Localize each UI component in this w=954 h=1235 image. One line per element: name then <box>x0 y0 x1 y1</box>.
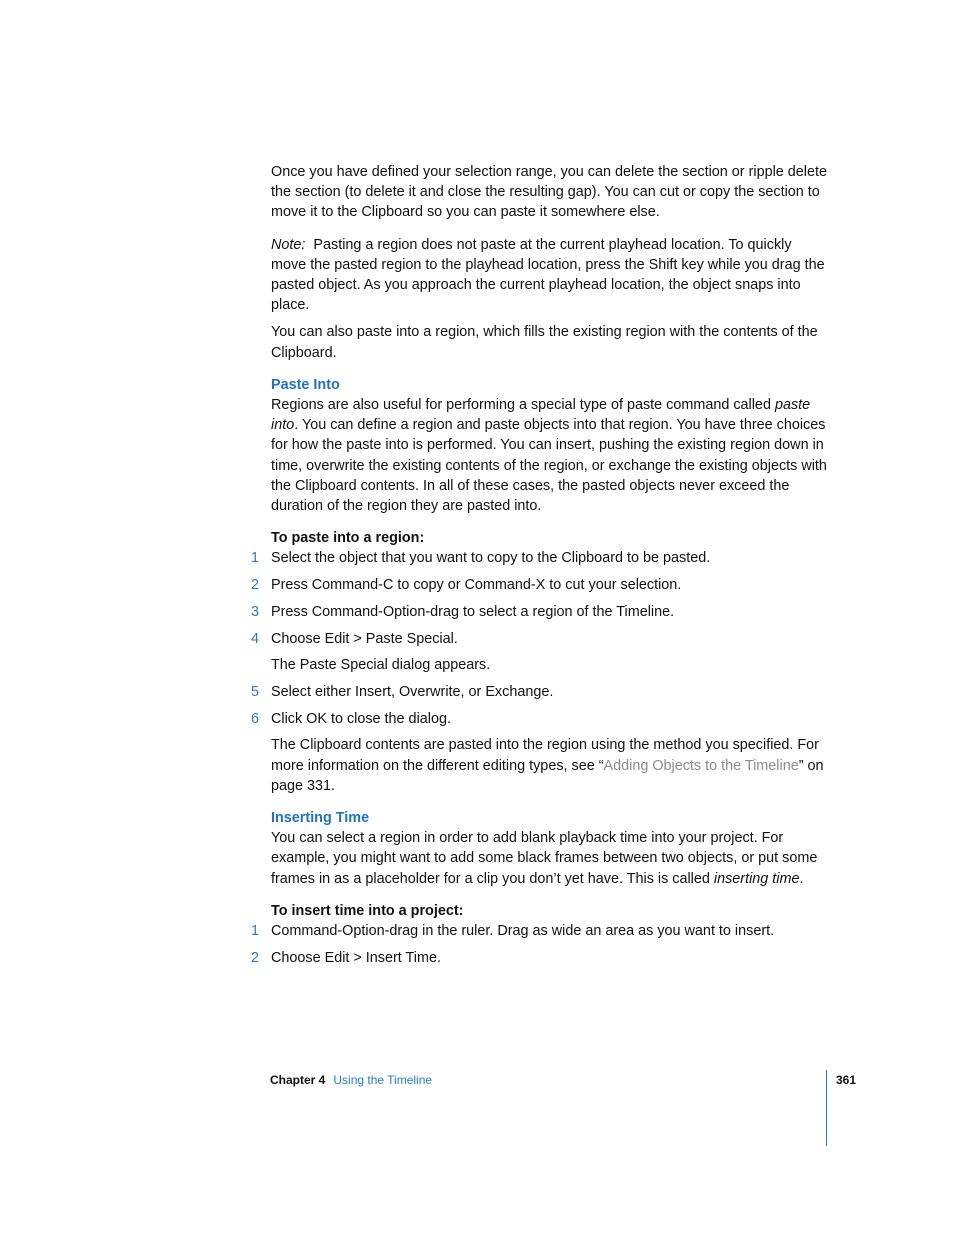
inserting-time-description <box>271 828 827 889</box>
note-text: Pasting a region does not paste at the current playhead location. To quickly move the pasted region to the playhead location, press the Shift key while you drag the pasted object. As you approach the current playhead location, the object snaps into place. <box>271 236 825 314</box>
step-text: Choose Edit > Insert Time. <box>271 949 441 966</box>
paste-step-1 <box>251 548 827 568</box>
inserting-time-term: inserting time <box>713 870 800 887</box>
paste-into-term: paste into <box>271 397 811 434</box>
footer-chapter-title[interactable]: Using the Timeline <box>333 1073 433 1087</box>
page-footer <box>270 1072 432 1088</box>
step-number: 2 <box>251 949 260 966</box>
paste-into-description-end: . You can define a region and paste objects into that region. You have three choices for how the paste into is performed. You can insert, pushing the existing region down in time, overwrite the existing contents of the region, or exchange the existing objects with the Clipboard contents. In all of these cases, the pasted objects never exceed the duration of the region they are pasted into. <box>271 417 827 515</box>
step-text: Command-Option-drag in the ruler. Drag as wide an area as you want to insert. <box>271 923 775 939</box>
step-text: Press Command-Option-drag to select a region of the Timeline. <box>271 603 675 620</box>
step-number: 3 <box>251 603 260 620</box>
intro-paragraph: Once you have defined your selection range, you can delete the section or ripple delete the section (to delete it and close the resulting gap). You can cut or copy the section to move it to the Clipboard so you can paste it somewhere else. <box>271 164 828 221</box>
page-number: 361 <box>836 1073 857 1087</box>
paste-into-description-start: Regions are also useful for performing a special type of paste command called <box>271 397 775 414</box>
paste-result-start: The Clipboard contents are pasted into the region using the method you specified. For more information on the different editing types, see “ <box>271 737 819 774</box>
paste-result-end: ” on page 331. <box>271 757 824 794</box>
paste-result-paragraph <box>271 735 827 796</box>
step-number: 5 <box>251 683 260 700</box>
step-number: 4 <box>251 630 260 647</box>
step-text: Choose Edit > Paste Special. <box>271 630 458 647</box>
step-text: Select the object that you want to copy to the Clipboard to be pasted. <box>271 550 711 567</box>
task-heading-insert-time: To insert time into a project: <box>271 902 464 919</box>
note-label: Note: <box>271 236 306 253</box>
page-body <box>251 162 828 974</box>
paste-step-2 <box>251 575 827 595</box>
step-number: 2 <box>251 577 260 594</box>
task-heading-paste-into: To paste into a region: <box>271 530 425 547</box>
inserting-time-description-start: You can select a region in order to add blank playback time into your project. For example, you might want to add some black frames between two objects, or put some frames in as a placeholder for a clip you don’t yet have. This is called <box>271 830 818 887</box>
note-paragraph <box>271 235 827 316</box>
paste-step-4-result: The Paste Special dialog appears. <box>271 657 491 674</box>
section-heading-paste-into: Paste Into <box>271 376 340 393</box>
paste-step-4 <box>251 629 827 649</box>
paste-step-6 <box>251 709 827 729</box>
step-text: Click OK to close the dialog. <box>271 710 451 727</box>
section-heading-inserting-time: Inserting Time <box>271 809 370 826</box>
step-number: 1 <box>251 923 260 939</box>
insert-step-1 <box>251 921 827 941</box>
step-number: 1 <box>251 550 260 567</box>
insert-step-2 <box>251 948 827 968</box>
paste-into-description <box>271 395 827 516</box>
paste-into-region-paragraph: You can also paste into a region, which fills the existing region with the contents of the Clipboard. <box>271 324 818 361</box>
paste-step-3 <box>251 602 827 622</box>
step-text: Select either Insert, Overwrite, or Exchange. <box>271 683 554 700</box>
inserting-time-description-end: . <box>799 870 804 887</box>
step-text: Press Command-C to copy or Command-X to cut your selection. <box>271 577 682 594</box>
cross-reference-link[interactable]: Adding Objects to the Timeline <box>603 757 799 774</box>
paste-step-5 <box>251 682 827 702</box>
footer-chapter: Chapter 4 <box>270 1073 326 1087</box>
step-number: 6 <box>251 710 260 727</box>
footer-divider <box>826 1070 827 1146</box>
